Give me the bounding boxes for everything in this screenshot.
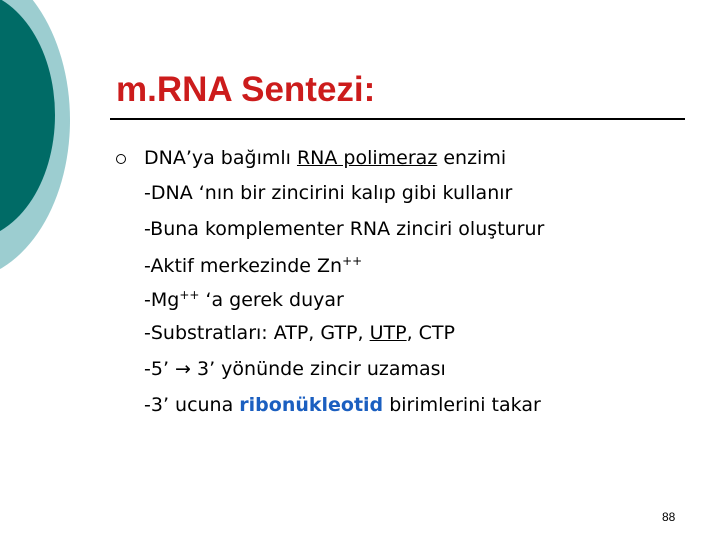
line-7-post: birimlerini takar: [383, 394, 541, 416]
bullet-circle-icon: [116, 154, 126, 164]
zn-superscript: ++: [342, 254, 363, 268]
line-6-post: 3’ yönünde zincir uzaması: [190, 358, 446, 380]
line-5-post: , CTP: [406, 322, 455, 344]
line-7-pre: -3’ ucuna: [144, 394, 240, 416]
bullet-text-post: enzimi: [437, 147, 507, 169]
line-6: [144, 358, 446, 380]
line-1: -DNA ‘nın bir zincirini kalıp gibi kullanır: [144, 182, 513, 204]
line-5-pre: -Substratları: ATP, GTP,: [144, 322, 370, 344]
utp-term: UTP: [369, 322, 407, 344]
line-4: [144, 288, 344, 311]
line-3-text: -Aktif merkezinde Zn: [144, 255, 343, 277]
right-arrow-icon: →: [175, 358, 191, 380]
title-divider: [110, 118, 685, 120]
bullet-text: [144, 147, 506, 169]
bullet-text-pre: DNA’ya bağımlı: [144, 147, 297, 169]
line-5: [144, 322, 455, 344]
line-2: -Buna komplementer RNA zinciri oluşturur: [144, 218, 545, 240]
line-4-pre: -Mg: [144, 289, 180, 311]
page-number: 88: [662, 510, 676, 524]
ribonukleotid-term: ribonükleotid: [239, 394, 384, 416]
line-4-post: ‘a gerek duyar: [199, 289, 344, 311]
line-6-pre: -5’: [144, 358, 176, 380]
mg-superscript: ++: [179, 288, 200, 302]
rna-polimeraz-term: RNA polimeraz: [296, 147, 438, 169]
line-3: [144, 254, 362, 277]
line-7: [144, 394, 541, 416]
slide-title: m.RNA Sentezi:: [116, 70, 376, 109]
